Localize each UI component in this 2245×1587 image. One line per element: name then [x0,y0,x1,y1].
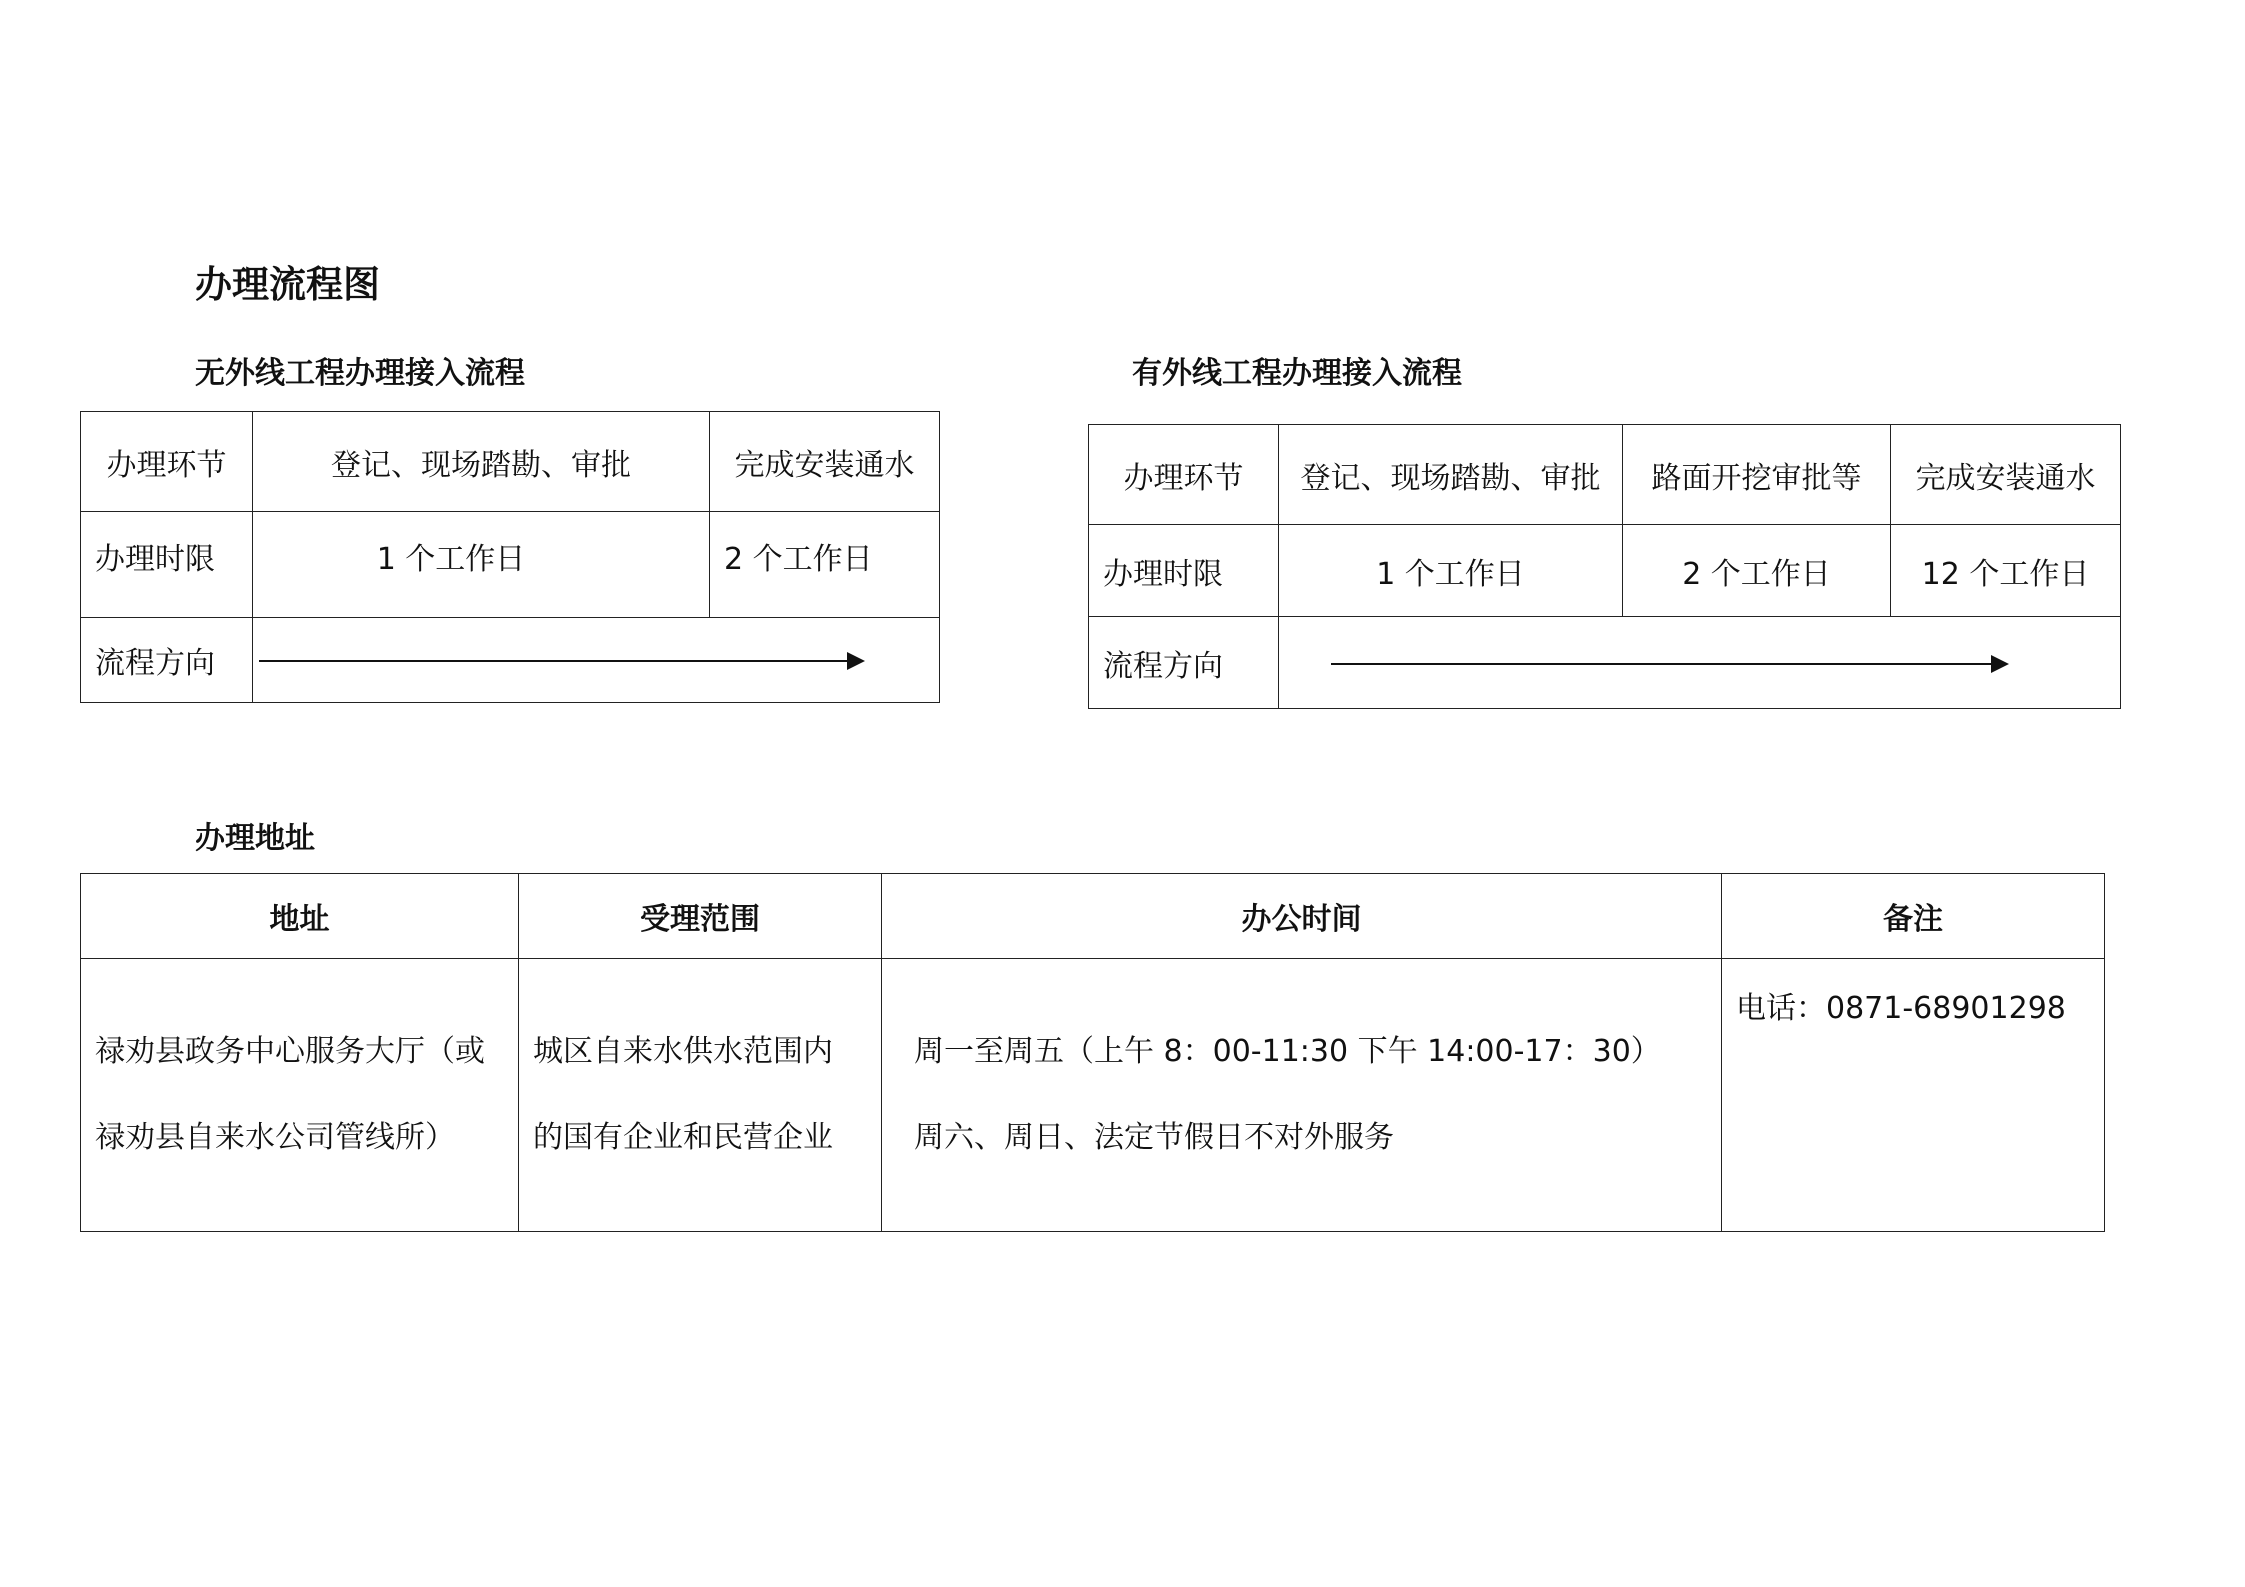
direction-cell [1279,617,2121,709]
scope-cell [519,959,882,1232]
time-install: 12 个工作日 [1891,525,2121,617]
phone-number: 电话：0871-68901298 [1736,991,2066,1026]
stage-install: 完成安装通水 [710,412,940,512]
hours-line: 周六、周日、法定节假日不对外服务 [914,1120,1394,1155]
hours-cell [882,959,1722,1232]
address-title: 办理地址 [195,821,315,856]
scope-line: 的国有企业和民营企业 [533,1120,833,1155]
header-address: 地址 [81,874,519,959]
with-external-table [1088,424,2121,709]
direction-label: 流程方向 [1089,617,1279,709]
no-external-title: 无外线工程办理接入流程 [195,356,525,391]
header-scope: 受理范围 [519,874,882,959]
stage-label: 办理环节 [1089,425,1279,525]
address-table [80,873,2105,1232]
time-register: 1 个工作日 [1279,525,1623,617]
scope-line: 城区自来水供水范围内 [533,1034,833,1069]
address-line: 禄劝县自来水公司管线所） [95,1120,455,1155]
address-line: 禄劝县政务中心服务大厅（或 [95,1034,485,1069]
direction-arrow-icon [259,660,863,662]
time-road-approval: 2 个工作日 [1623,525,1891,617]
stage-register: 登记、现场踏勘、审批 [253,412,710,512]
time-limit-label: 办理时限 [1089,525,1279,617]
stage-install: 完成安装通水 [1891,425,2121,525]
header-remark: 备注 [1722,874,2105,959]
header-hours: 办公时间 [882,874,1722,959]
address-cell [81,959,519,1232]
with-external-title: 有外线工程办理接入流程 [1132,356,1462,391]
time-limit-label: 办理时限 [81,512,253,618]
stage-label: 办理环节 [81,412,253,512]
direction-cell [253,618,940,703]
direction-arrow-icon [1331,663,2007,665]
direction-label: 流程方向 [81,618,253,703]
time-install: 2 个工作日 [710,512,940,618]
stage-register: 登记、现场踏勘、审批 [1279,425,1623,525]
hours-line: 周一至周五（上午 8：00-11:30 下午 14:00-17：30） [914,1034,1661,1069]
page-title: 办理流程图 [195,263,380,306]
stage-road-approval: 路面开挖审批等 [1623,425,1891,525]
time-register: 1 个工作日 [253,512,710,618]
no-external-table [80,411,940,703]
remark-cell [1722,959,2105,1232]
